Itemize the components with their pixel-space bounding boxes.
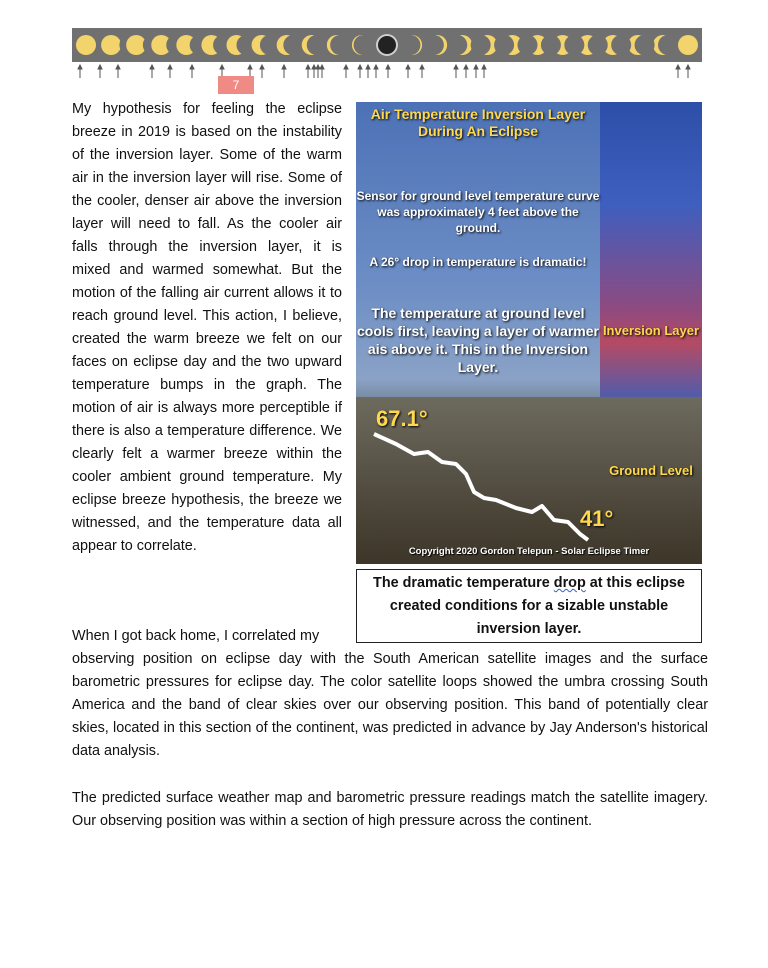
figure-cooling-note: The temperature at ground level cools first, leaving a layer of warmer ais above it. This in the Inversion Layer. [357,305,599,375]
paragraph-2-first-line: When I got back home, I correlated my [72,628,320,644]
end-temperature-label: 41° [580,506,614,531]
tick-arrow-icon [168,65,172,69]
tick-arrow-icon [312,65,316,69]
figure-title: Air Temperature Inversion Layer During An Eclipse [370,106,586,139]
eclipse-phase-icon [252,35,280,55]
tick-arrow-icon [374,65,378,69]
tick-arrow-icon [454,65,458,69]
caption-part-c: at this eclipse created conditions for a sizable unstable inversion layer. [389,575,685,637]
tick-arrow-icon [464,65,468,69]
body-paragraph-1: My hypothesis for feeling the eclipse breeze in 2019 is based on the instability of the inversion layer. Some of the warm air in the inversion layer will rise. Some of the cooler, denser air above the inversion layer will need to fall. As the cooler air falls through the inversion layer, it is mixed and warmed somewhat. But the motion of the falling air current allows it to reach ground level. This action, I believe, created the warm breeze we felt on our faces on eclipse day and the two upward temperature bumps in the graph. The motion of air is always more perceptible if there is also a temperature difference. We clearly felt a warmer breeze within the cooler ambient ground temperature. My eclipse breeze hypothesis, the breeze we witnessed, and the temperature data all appear to correlate. [72,101,342,554]
eclipse-phase-icon [447,35,472,55]
tick-arrow-icon [150,65,154,69]
page-number-tab[interactable]: 7 [218,76,254,94]
figure-sensor-note: Sensor for ground level temperature curve was approximately 4 feet above the ground. [356,189,600,235]
tick-arrow-icon [386,65,390,69]
eclipse-phase-strip [72,28,702,62]
body-paragraph-3: The predicted surface weather map and barometric pressure readings match the satellite imagery. Our observing position was within a section of high pressure across the continent. [72,790,708,829]
caption-flagged-word: drop [553,575,586,591]
tick-arrow-icon [358,65,362,69]
eclipse-phase-icon [327,35,350,55]
tick-arrow-icon [686,65,690,69]
tick-arrow-icon [482,65,486,69]
eclipse-phase-icon [352,35,374,55]
tick-arrow-icon [320,65,324,69]
eclipse-phase-icon [302,35,327,55]
tick-arrow-icon [306,65,310,69]
tick-arrow-icon [220,65,224,69]
eclipse-phase-icon [277,35,304,55]
start-temperature-label: 67.1° [376,406,428,431]
ground-level-label: Ground Level [609,463,693,478]
tick-arrow-icon [366,65,370,69]
inversion-layer-infographic [356,102,702,564]
eclipse-phase-icon [471,35,498,55]
tick-arrow-icon [78,65,82,69]
eclipse-phase-icon [658,35,698,55]
tick-arrow-icon [420,65,424,69]
body-paragraph-2 [72,625,708,763]
eclipse-phase-icon [400,35,422,55]
eclipse-phase-icon [376,34,398,56]
eclipse-phase-icon [424,35,447,55]
tick-arrow-icon [282,65,286,69]
tick-arrow-icon [116,65,120,69]
figure-drop-note: A 26° drop in temperature is dramatic! [369,255,587,269]
inversion-layer-label: Inversion Layer [602,323,700,338]
caption-part-a: The dramatic temperature [373,575,554,591]
tick-arrow-icon [474,65,478,69]
paragraph-2-rest: observing position on eclipse day with the South American satellite images and the surface barometric pressures for eclipse day. The color satellite loops showed the umbra crossing South America and the band of clear skies over our observing position. This band of potentially clear skies, located in this section of the continent, was predicted in advance by Jay Anderson's historical data analysis. [72,651,708,759]
tick-arrow-icon [190,65,194,69]
tick-arrow-icon [406,65,410,69]
tick-arrow-icon [676,65,680,69]
tick-arrow-icon [344,65,348,69]
timeline-ticks [72,62,702,80]
tick-arrow-icon [260,65,264,69]
tick-arrow-icon [248,65,252,69]
figure-copyright: Copyright 2020 Gordon Telepun - Solar Eclipse Timer [408,546,650,557]
tick-arrow-icon [98,65,102,69]
tick-arrow-icon [316,65,320,69]
